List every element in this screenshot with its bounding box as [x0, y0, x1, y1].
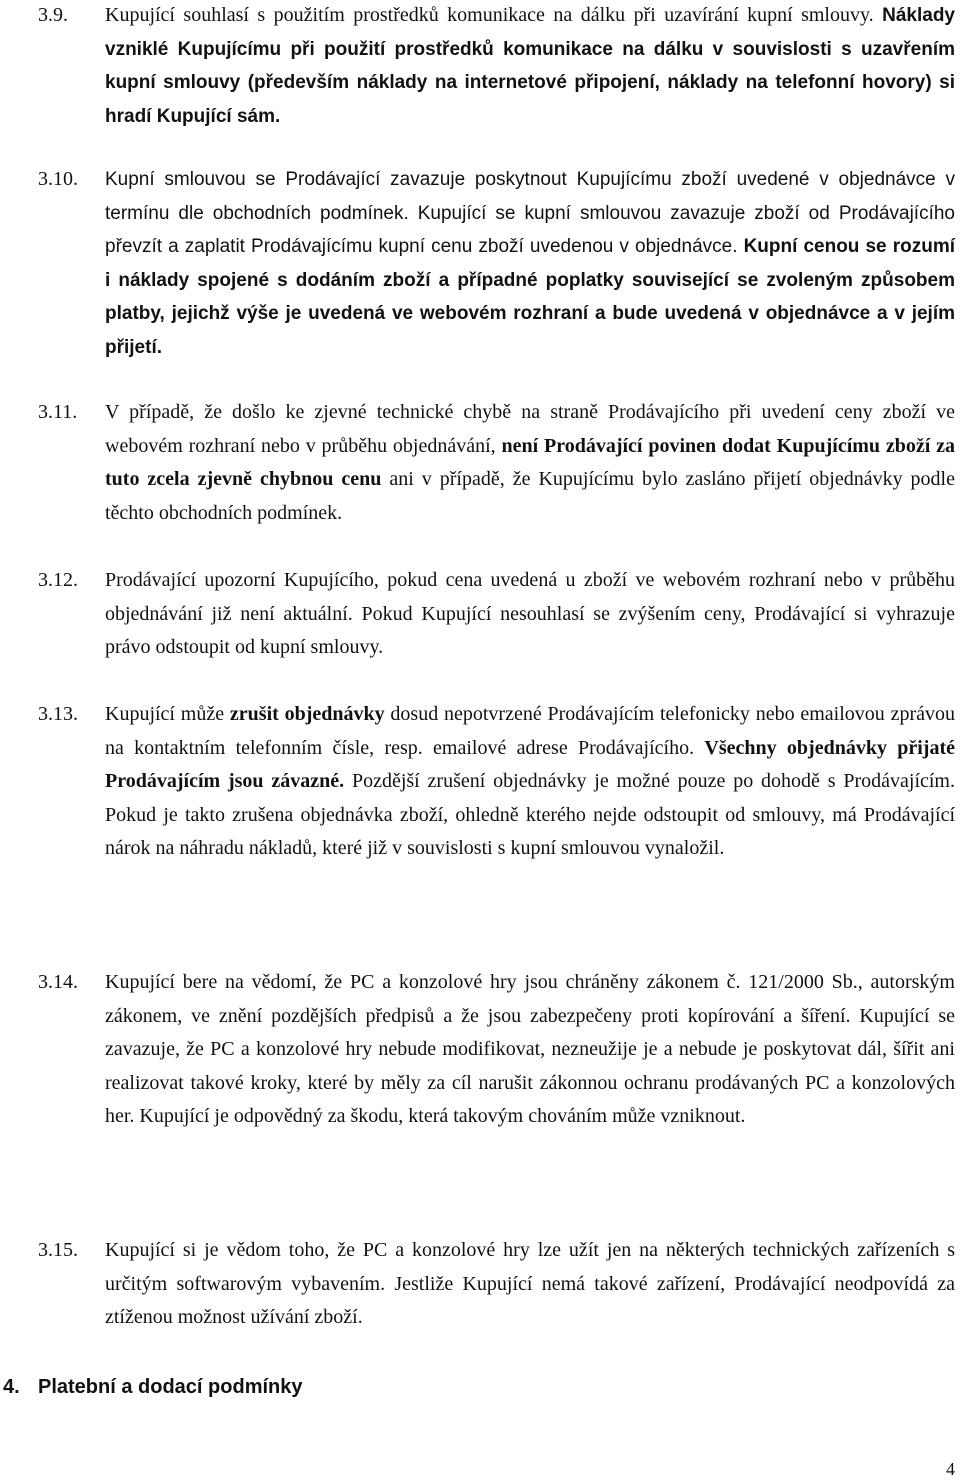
section-title: Platební a dodací podmínky — [38, 1376, 303, 1398]
clause-text — [105, 163, 955, 364]
text-segment: V případě, že došlo ke zjevné technické chybě na straně Prodávajícího při uvedení ceny zboží ve webovém rozhraní nebo v průběhu objednávání, — [105, 401, 955, 457]
clause-number: 3.9. — [38, 4, 68, 26]
text-segment-bold: Náklady vzniklé Kupujícímu při použití prostředků komunikace na dálku v souvislosti s uzavřením kupní smlouvy (především náklady na internetové připojení, náklady na telefonní hovory) si hradí Kupující sám. — [105, 5, 955, 127]
text-segment-bold: Všechny objednávky přijaté Prodávajícím jsou závazné. — [105, 736, 955, 792]
clause-number: 3.15. — [38, 1239, 78, 1261]
clause-text — [105, 396, 955, 530]
clause-number: 3.13. — [38, 703, 78, 725]
clause-number: 3.14. — [38, 971, 78, 993]
text-segment: Pozdější zrušení objednávky je možné pouze po dohodě s Prodávajícím. Pokud je takto zrušena objednávka zboží, ohledně kterého nejde odstoupit od smlouvy, má Prodávající nárok na náhradu nákladů, které již v souvislosti s kupní smlouvou vynaložil. — [105, 770, 955, 859]
clause-text — [105, 1234, 955, 1335]
clause-number: 3.11. — [38, 401, 78, 423]
text-segment: Kupní smlouvou se Prodávající zavazuje poskytnout Kupujícímu zboží uvedené v objednávce v termínu dle obchodních podmínek. — [105, 169, 955, 224]
page-number: 4 — [946, 1459, 955, 1479]
text-segment: Kupující se kupní smlouvou zavazuje zboží od Prodávajícího převzít a zaplatit Prodávajícímu kupní cenu zboží uvedenou v objednávce. — [105, 202, 955, 257]
text-segment: Kupující bere na vědomí, že PC a konzolové hry jsou chráněny zákonem č. 121/2000 Sb., autorským zákonem, ve znění pozdějších předpisů a že jsou zabezpečeny proti kopírování a šíření. Kupující se zavazuje, že PC a konzolové hry nebude modifikovat, nezneužije je a nebude je poskytovat dál, šířit ani realizovat takové kroky, které by měly za cíl narušit zákonnou ochranu prodávaných PC a konzolových her. Kupující je odpovědný za škodu, která takovým chováním může vzniknout. — [105, 971, 955, 1127]
clause-text — [105, 966, 955, 1134]
clause-number: 3.12. — [38, 569, 78, 591]
text-segment: Kupující souhlasí s použitím prostředků komunikace na dálku při uzavírání kupní smlouvy. — [105, 4, 883, 26]
section-number: 4. — [3, 1376, 20, 1398]
clause-text — [105, 698, 955, 866]
text-segment-bold: Kupní cenou se rozumí i náklady spojené s dodáním zboží a případné poplatky související se zvoleným způsobem platby, jejichž výše je uvedená ve webovém rozhraní a bude uvedená v objednávce a v jejím přijetí. — [105, 236, 955, 358]
text-segment: dosud nepotvrzené Prodávajícím telefonicky nebo emailovou zprávou na kontaktním telefonním čísle, resp. emailové adrese Prodávajícího. — [105, 703, 956, 759]
clause-text — [105, 0, 955, 133]
text-segment: Kupující si je vědom toho, že PC a konzolové hry lze užít jen na některých technických zařízeních s určitým softwarovým vybavením. Jestliže Kupující nemá takové zařízení, Prodávající neodpovídá za ztíženou možnost užívání zboží. — [105, 1239, 955, 1328]
clause-text — [105, 564, 955, 665]
text-segment: Prodávající upozorní Kupujícího, pokud cena uvedená u zboží ve webovém rozhraní nebo v průběhu objednávání již není aktuální. Pokud Kupující nesouhlasí se zvýšením ceny, Prodávající si vyhrazuje právo odstoupit od kupní smlouvy. — [105, 569, 955, 658]
clause-number: 3.10. — [38, 168, 78, 190]
text-segment-bold: není Prodávající povinen dodat Kupujícímu zboží za tuto zcela zjevně chybnou cenu — [105, 434, 955, 490]
text-segment: ani v případě, že Kupujícímu bylo zasláno přijetí objednávky podle těchto obchodních podmínek. — [105, 468, 955, 524]
text-segment-bold: zrušit objednávky — [229, 703, 385, 725]
text-segment: Kupující může — [105, 703, 230, 725]
